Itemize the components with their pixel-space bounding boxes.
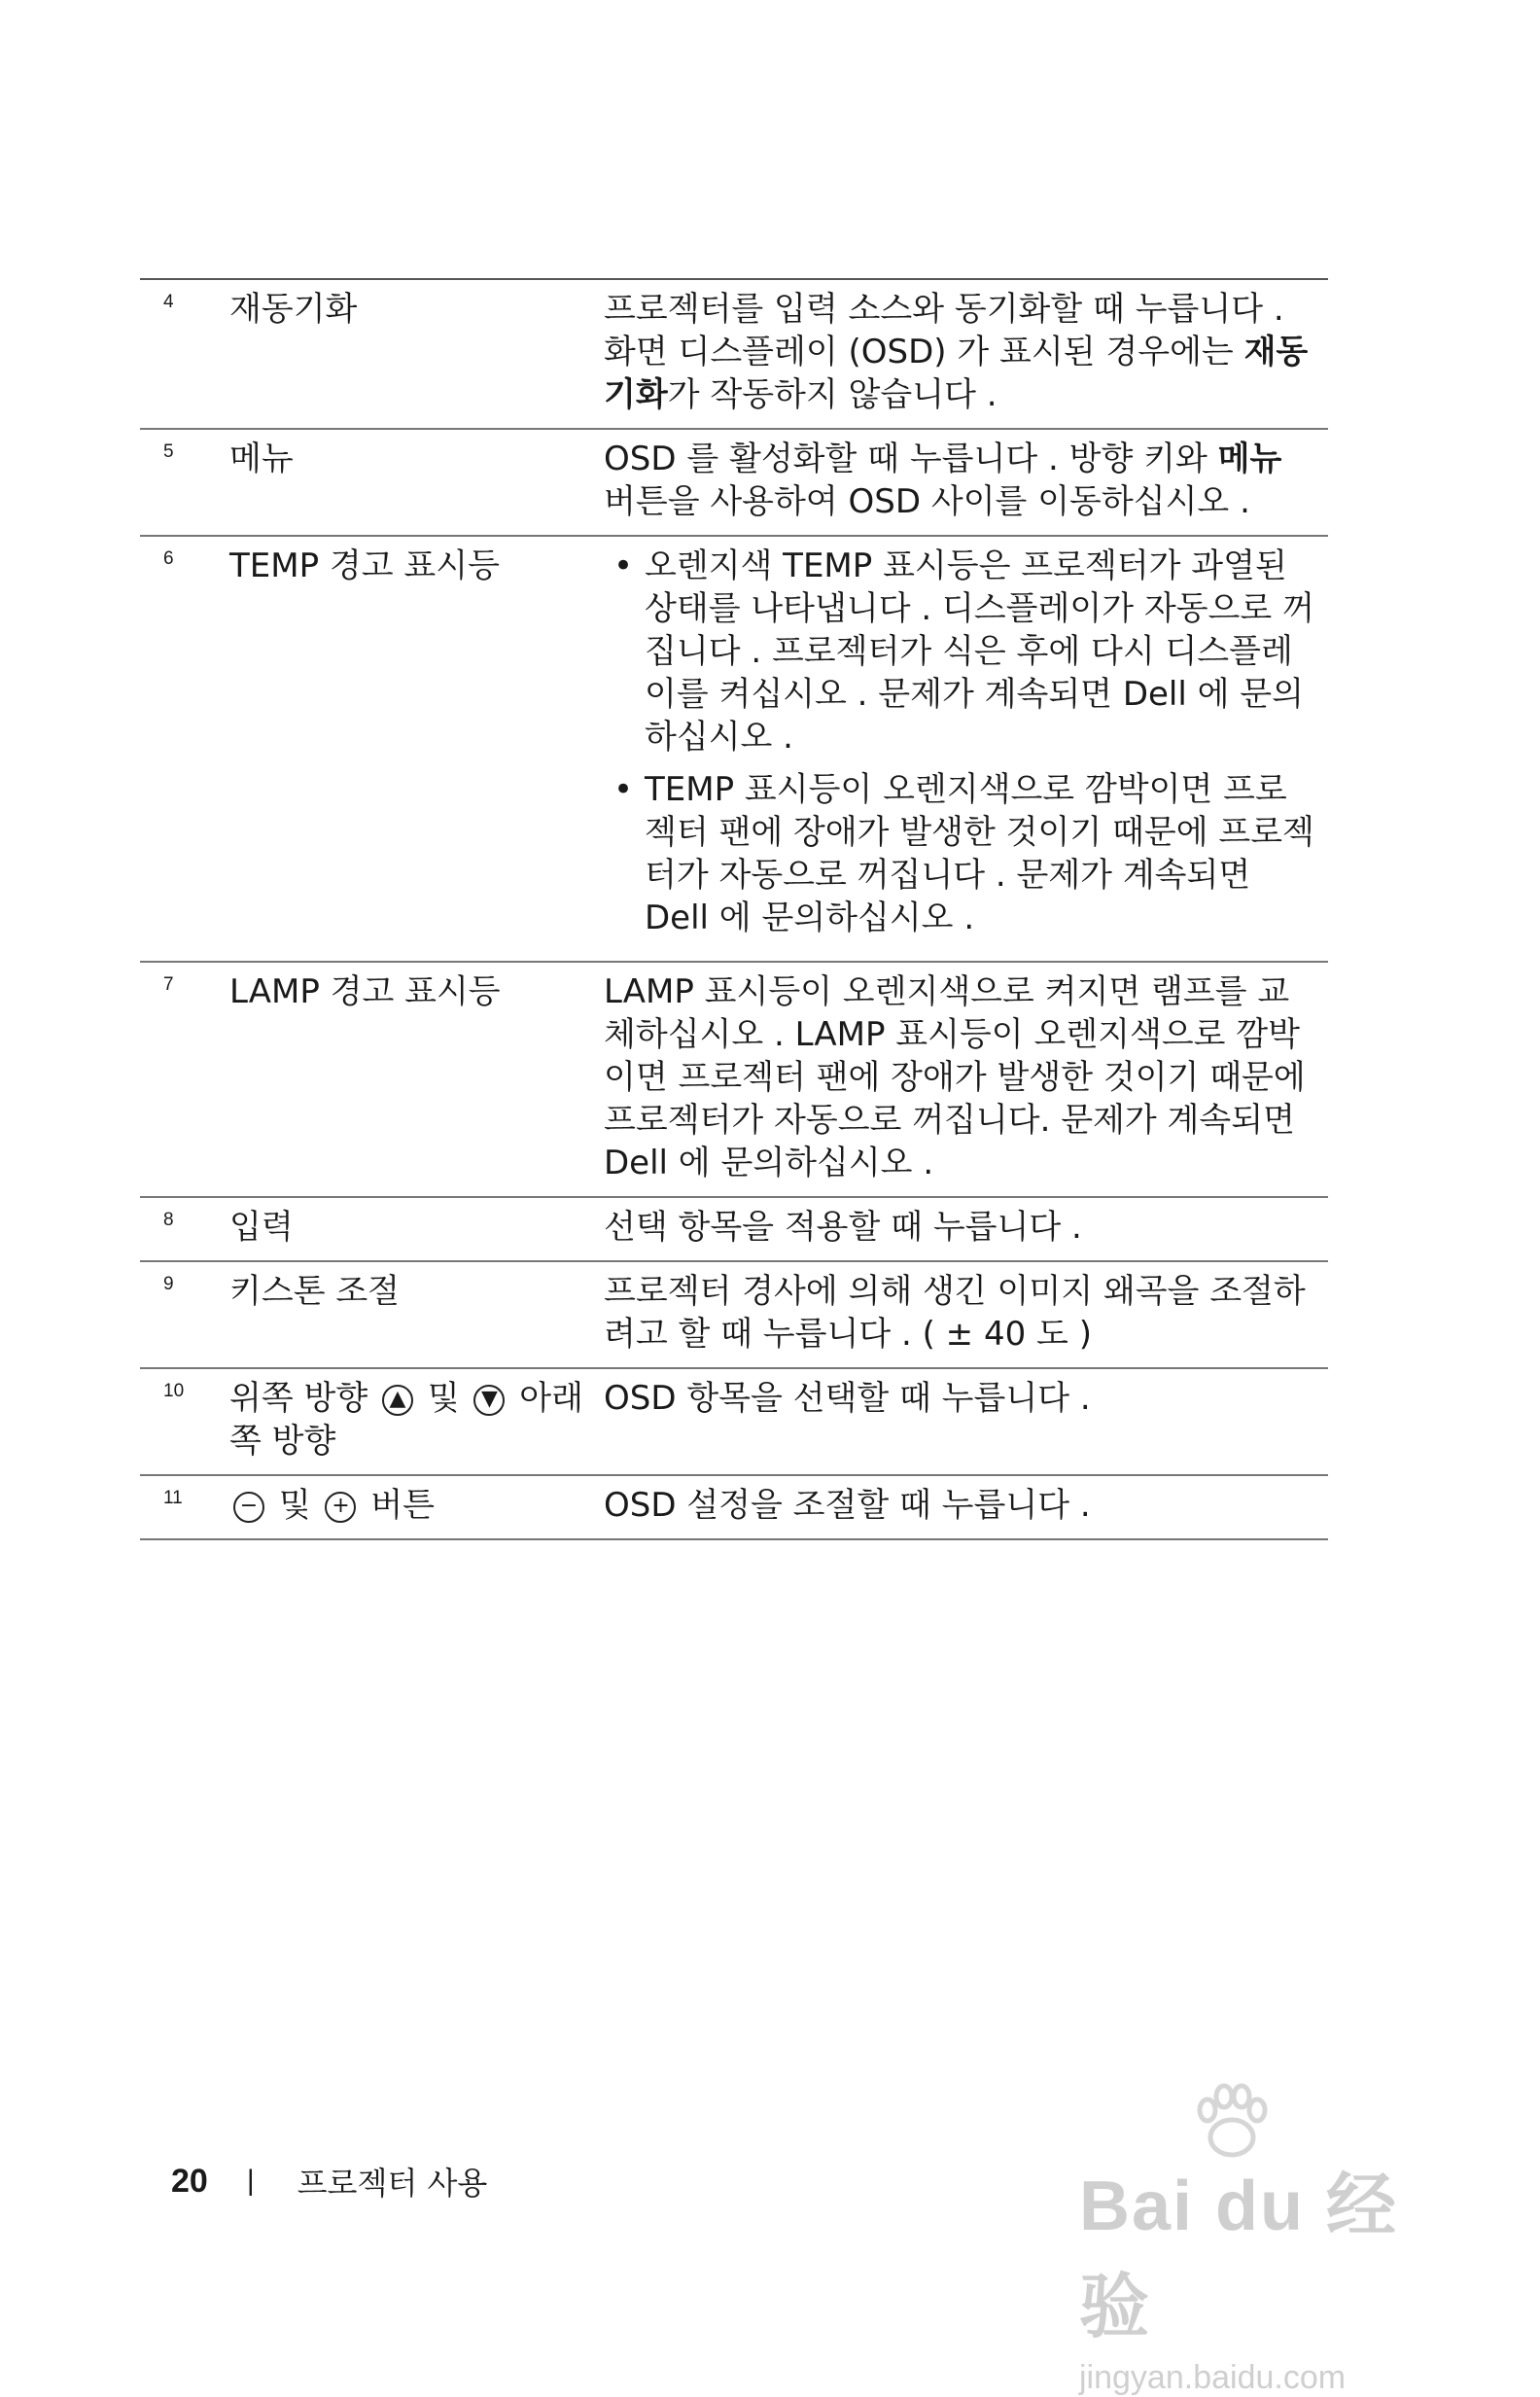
row-number: 11 bbox=[163, 1488, 183, 1508]
button-description: 프로젝터 경사에 의해 생긴 이미지 왜곡을 조절하려고 할 때 누릅니다 . ( ± 40 도 ) bbox=[604, 1272, 1306, 1354]
watermark-logo: Bai du 经验 bbox=[1079, 2168, 1399, 2346]
button-name: TEMP 경고 표시등 bbox=[229, 546, 500, 585]
and-label: 및 bbox=[427, 1379, 460, 1418]
button-description: OSD 설정을 조절할 때 누릅니다 . bbox=[604, 1486, 1091, 1525]
table-row bbox=[140, 1198, 1328, 1262]
row-number: 4 bbox=[163, 292, 174, 312]
footer-separator: | bbox=[246, 2165, 255, 2197]
up-arrow-icon: ▲ bbox=[382, 1385, 413, 1416]
down-label: 아래쪽 방향 bbox=[229, 1379, 583, 1461]
button-name: LAMP 경고 표시등 bbox=[229, 972, 501, 1011]
section-title: 프로젝터 사용 bbox=[297, 2165, 488, 2202]
row-number: 9 bbox=[163, 1274, 174, 1294]
button-description: OSD 항목을 선택할 때 누릅니다 . bbox=[604, 1379, 1091, 1418]
watermark bbox=[1079, 2081, 1449, 2396]
button-label: 버튼 bbox=[370, 1486, 435, 1525]
button-name bbox=[229, 1377, 604, 1463]
and-label: 및 bbox=[278, 1486, 311, 1525]
page-footer bbox=[171, 2159, 487, 2203]
table-row bbox=[140, 963, 1328, 1198]
button-description: 프로젝터를 입력 소스와 동기화할 때 누릅니다 . 화면 디스플레이 (OSD) 가 표시된 경우에는 재동기화가 작동하지 않습니다 . bbox=[604, 290, 1309, 414]
bullet-list bbox=[604, 545, 1318, 939]
table-row bbox=[140, 430, 1328, 537]
table-row bbox=[140, 1476, 1328, 1540]
table-row bbox=[140, 1262, 1328, 1369]
bullet-item: • TEMP 표시등이 오렌지색으로 깜박이면 프로젝터 팬에 장애가 발생한 것이기 때문에 프로젝터가 자동으로 꺼집니다 . 문제가 계속되면 Dell 에 문의하십시오 . bbox=[604, 768, 1318, 939]
row-number: 7 bbox=[163, 974, 174, 995]
page-number: 20 bbox=[171, 2162, 208, 2200]
down-arrow-icon: ▼ bbox=[473, 1385, 505, 1416]
row-number: 6 bbox=[163, 548, 174, 569]
table-row bbox=[140, 1369, 1328, 1476]
button-name bbox=[229, 1484, 604, 1527]
button-name: 입력 bbox=[229, 1208, 294, 1247]
plus-icon: + bbox=[325, 1492, 356, 1523]
button-description: OSD 를 활성화할 때 누릅니다 . 방향 키와 메뉴 버튼을 사용하여 OSD 사이를 이동하십시오 . bbox=[604, 440, 1282, 521]
bullet-item: • 오렌지색 TEMP 표시등은 프로젝터가 과열된 상태를 나타냅니다 . 디스플레이가 자동으로 꺼집니다 . 프로젝터가 식은 후에 다시 디스플레이를 켜십시오 . 문제가 계속되면 Dell 에 문의하십시오 . bbox=[604, 545, 1318, 758]
up-label: 위쪽 방향 bbox=[229, 1379, 368, 1418]
button-name: 재동기화 bbox=[229, 290, 358, 329]
row-number: 10 bbox=[163, 1381, 185, 1401]
row-number: 5 bbox=[163, 441, 174, 462]
watermark-url: jingyan.baidu.com bbox=[1079, 2359, 1347, 2396]
button-name: 메뉴 bbox=[229, 440, 294, 478]
button-description bbox=[604, 545, 1328, 949]
table-row bbox=[140, 280, 1328, 430]
button-description: LAMP 표시등이 오렌지색으로 켜지면 램프를 교체하십시오 . LAMP 표시등이 오렌지색으로 깜박이면 프로젝터 팬에 장애가 발생한 것이기 때문에 프로젝터가 자동으로 꺼집니다. 문제가 계속되면 Dell 에 문의하십시오 . bbox=[604, 972, 1306, 1182]
button-description-table bbox=[140, 278, 1328, 1540]
button-description: 선택 항목을 적용할 때 누릅니다 . bbox=[604, 1208, 1082, 1247]
button-name: 키스톤 조절 bbox=[229, 1272, 401, 1311]
table-row bbox=[140, 537, 1328, 963]
minus-icon: − bbox=[233, 1492, 264, 1523]
row-number: 8 bbox=[163, 1210, 174, 1230]
